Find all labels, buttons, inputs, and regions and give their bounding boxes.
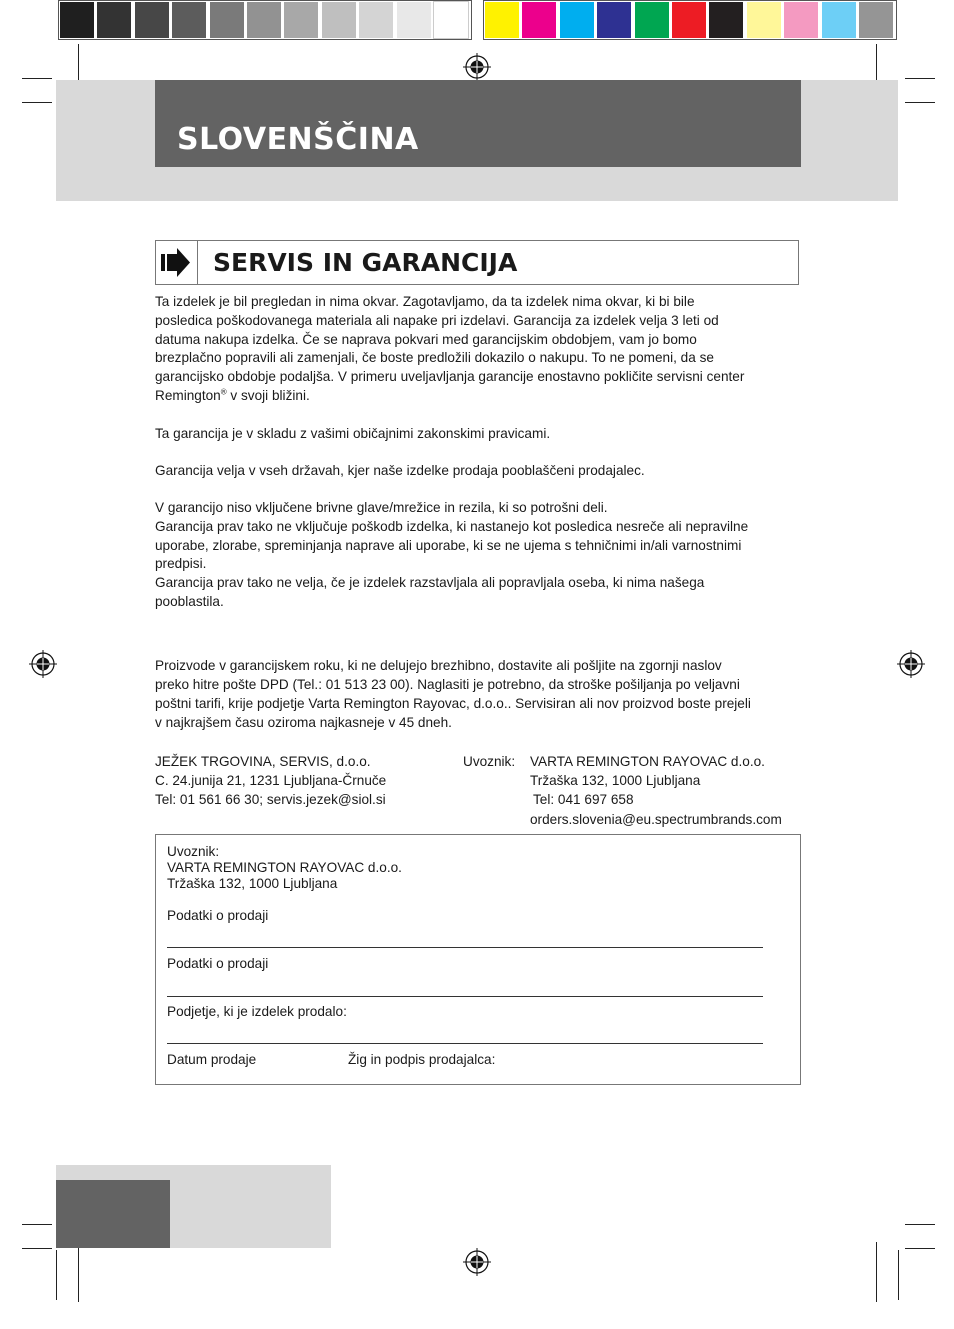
gray-swatch xyxy=(247,2,281,38)
crop-mark xyxy=(905,102,935,103)
gray-swatch xyxy=(284,2,318,38)
arrow-box xyxy=(155,240,198,285)
body-line: Ta izdelek je bil pregledan in nima okvar. Zagotavljamo, da ta izdelek nima okvar, ki bi bile xyxy=(155,294,695,309)
crop-mark xyxy=(876,1242,877,1302)
right-arrow-icon xyxy=(155,240,198,285)
crop-mark xyxy=(22,102,52,103)
process-swatch xyxy=(635,2,669,38)
crop-mark xyxy=(22,78,52,79)
gray-swatch xyxy=(210,2,244,38)
form-sale-data-line[interactable] xyxy=(167,947,763,948)
footer-page-tab xyxy=(56,1180,170,1248)
body-line: Garancija prav tako ne velja, če je izdelek razstavljala ali popravljala oseba, ki nima našega xyxy=(155,575,705,590)
body-line: brezplačno popravili ali zamenjali, če boste predložili dokazilo o nakupu. To ne pomeni, da se xyxy=(155,350,714,365)
registration-mark-icon xyxy=(462,52,492,82)
body-line: Proizvode v garancijskem roku, ki ne delujejo brezhibno, dostavite ali pošljite na zgornji naslov xyxy=(155,658,722,673)
service-company-name: JEŽEK TRGOVINA, SERVIS, d.o.o. xyxy=(155,754,371,769)
form-stamp-label: Žig in podpis prodajalca: xyxy=(348,1052,496,1067)
gray-swatch xyxy=(322,2,356,38)
body-line: predpisi. xyxy=(155,556,207,571)
body-line: Garancija prav tako ne vključuje poškodb izdelka, ki nastanejo kot posledica nesreče ali nepravilne xyxy=(155,519,749,534)
process-swatch xyxy=(560,2,594,38)
form-sale-data-label: Podatki o prodaji xyxy=(167,908,269,923)
body-line: posledica poškodovanega materiala ali napake pri izdelavi. Garancija za izdelek velja 3 leti od xyxy=(155,313,719,328)
gray-swatch xyxy=(97,2,131,38)
crop-mark xyxy=(905,78,935,79)
gray-swatch xyxy=(60,2,94,38)
crop-mark xyxy=(905,1224,935,1225)
gray-swatch xyxy=(135,2,169,38)
process-swatch xyxy=(822,2,856,38)
body-line xyxy=(155,387,310,406)
importer-phone: Tel: 041 697 658 xyxy=(533,792,634,807)
body-line: poštni tarifi, krije podjetje Varta Remington Rayovac, d.o.o.. Servisiran ali nov proizvod boste prejeli xyxy=(155,696,751,711)
process-swatch xyxy=(485,2,519,38)
body-line: uporabe, zlorabe, spreminjanja naprave ali uporabe, ki se ne ujema s tehničnimi in/ali varnostnimi xyxy=(155,538,742,553)
service-address: C. 24.junija 21, 1231 Ljubljana-Črnuče xyxy=(155,773,387,788)
importer-label: Uvoznik: xyxy=(463,754,516,769)
form-importer-label: Uvoznik: xyxy=(167,844,220,859)
crop-mark xyxy=(22,1248,52,1249)
process-swatch xyxy=(859,2,893,38)
crop-mark xyxy=(898,1250,899,1300)
process-swatch xyxy=(709,2,743,38)
form-sale-data-line-2[interactable] xyxy=(167,996,763,997)
process-swatch xyxy=(784,2,818,38)
importer-email: orders.slovenia@eu.spectrumbrands.com xyxy=(530,812,782,827)
gray-swatch xyxy=(434,2,468,38)
form-date-label: Datum prodaje xyxy=(167,1052,257,1067)
body-paragraph: Garancija velja v vseh državah, kjer naše izdelke prodaja pooblaščeni prodajalec. xyxy=(155,463,645,478)
body-text: v svoji bližini. xyxy=(226,388,310,403)
form-seller-label: Podjetje, ki je izdelek prodalo: xyxy=(167,1004,347,1019)
body-line: datuma nakupa izdelka. Če se naprava pokvari med garancijskim obdobjem, vam jo bomo xyxy=(155,332,697,347)
service-contact: Tel: 01 561 66 30; servis.jezek@siol.si xyxy=(155,792,386,807)
process-swatch xyxy=(672,2,706,38)
importer-address: Tržaška 132, 1000 Ljubljana xyxy=(530,773,701,788)
brand-text: Remington xyxy=(155,388,221,403)
form-sale-data-label-2: Podatki o prodaji xyxy=(167,956,269,971)
registration-mark-icon xyxy=(896,649,926,679)
form-importer-address: Tržaška 132, 1000 Ljubljana xyxy=(167,876,338,891)
body-paragraph: Ta garancija je v skladu z vašimi običajnimi zakonskimi pravicami. xyxy=(155,426,551,441)
gray-swatch xyxy=(359,2,393,38)
crop-mark xyxy=(905,1248,935,1249)
form-seller-line[interactable] xyxy=(167,1043,763,1044)
body-line: v najkrajšem času oziroma najkasneje v 45 dneh. xyxy=(155,715,452,730)
registered-mark: ® xyxy=(220,387,227,397)
registration-mark-icon xyxy=(462,1247,492,1277)
registration-mark-icon xyxy=(28,649,58,679)
gray-swatch xyxy=(397,2,431,38)
crop-mark xyxy=(56,1250,57,1300)
process-swatch xyxy=(522,2,556,38)
section-title: SERVIS IN GARANCIJA xyxy=(213,248,518,277)
gray-swatch xyxy=(172,2,206,38)
body-line: V garancijo niso vključene brivne glave/mrežice in rezila, ki so potrošni deli. xyxy=(155,500,608,515)
crop-mark xyxy=(78,1242,79,1302)
crop-mark xyxy=(22,1224,52,1225)
importer-name: VARTA REMINGTON RAYOVAC d.o.o. xyxy=(530,754,765,769)
form-importer-name: VARTA REMINGTON RAYOVAC d.o.o. xyxy=(167,860,402,875)
body-line: pooblastila. xyxy=(155,594,224,609)
process-swatch xyxy=(747,2,781,38)
body-line: garancijsko obdobje podaljša. V primeru uveljavljanja garancije enostavno pokličite servisni center xyxy=(155,369,745,384)
body-line: preko hitre pošte DPD (Tel.: 01 513 23 00). Naglasiti je potrebno, da stroške pošiljanja po veljavni xyxy=(155,677,740,692)
page-title: SLOVENŠČINA xyxy=(177,122,419,157)
process-swatch xyxy=(597,2,631,38)
